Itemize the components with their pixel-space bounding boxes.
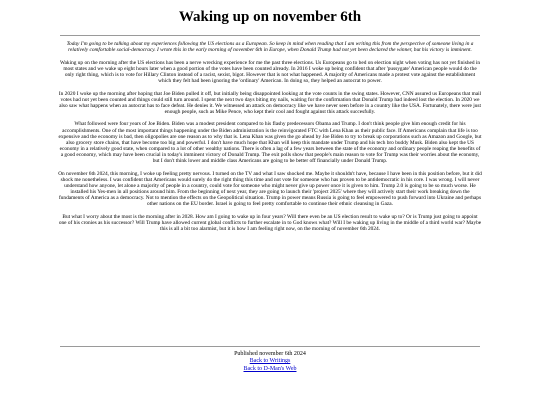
- article-paragraph-2: In 2020 I woke up the morning after hoping that Joe Biden pulled it off, but initially being disappointed looking at the vote counts in the swing states. However, CNN assured us Europeans that mail votes had not yet been counted and things could still turn around. I spent the next two days biting my nails, waiting for the confirmation that Donald Trump had indeed lost the election. In 2020 we also saw what happens when an autocrat has to face defeat. He denies it. We witnessed an attack on democracy like we have never seen before in a country like the USA. Fortunately, there were just enough people, such as Mike Pence, who kept their cool and fought against this attack succesfully.: [58, 90, 482, 115]
- back-to-writings-link[interactable]: Back to Writings: [249, 358, 291, 365]
- article-paragraph-4: On november 6th 2024, this morning, I woke up feeling pretty nervous. I turned on the TV and what I saw shocked me. Maybe it shouldn't have, because I have been in this position before, but it did shock me nonetheless. I was confident that Americans would surely do the right thing this time and not vote for someone who has proven to be antidemocratic in his core. I was wrong. I will never understand how anyone, let alone a majority of people in a country, could vote for someone who might never give up power once it is given to him. Trump 2.0 is going to be so much worse. He installed his Yes-men in all positions around him. From the beginning of next year, they are going to launch their 'project 2025' where they will actively start their work breaking down the fundaments of America as a democracy. Not to mention the effects on the Geopolitical situation. Trump in power means Russia is going to feel empowered to push forward into Ukraine and perhaps other nations on the EU border. Israel is going to feel pretty comfortable to continue their ethnic cleansing in Gaza.: [58, 170, 482, 208]
- footer: [0, 351, 540, 373]
- page-title: Waking up on november 6th: [178, 9, 362, 25]
- top-divider: [60, 35, 480, 36]
- published-date: Published november 6th 2024: [234, 351, 306, 357]
- bottom-divider: [60, 346, 480, 347]
- article-paragraph-3: What followed were four years of Joe Biden. Biden was a modest president compared to his flashy predecessors Obama and Trump. I don't think people give him enough credit for his accomplishments. One of the most important things happening under the Biden administration is the reinvigorated FTC with Lena Khan as their public face. If Americans complain that life is too expensive and the economy is bad, then oligopolies are one reason as to why that is. Lena Khan was given the go ahead by Joe Biden to try to break up corporations such as Amazon and Google, but also grocery store chains, that have become too big and powerful. I don't have much hope that Khan will keep this mandate under Trump and his tech bro buddy Musk. Biden also kept the US economy in a relatively good state, when compared to a lot of other wealthy nations. There is often a lag of a few years between the state of the economy and ordinary people reaping the benefits of a good economy, which may have been crucial in today's imminent victory of Donald Trump. The exit polls show that people's main reason to vote for Trump was their worries about the economy, but I don't think lower and middle class Americans are going to be better off financially under Donald Trump.: [58, 121, 482, 164]
- article-paragraph-1: Waking up on the morning after the US elections has been a nerve wrecking experience for me the past three elections. Us Europeans go to bed on election night when voting has not yet finished in most states and we wake up eight hours later when a good portion of the votes have been counted already. In 2016 I woke up being confident that after 'pussygate' American people would do the only right thing, which is to vote for Hillary Clinton instead of a racist, sexist, bigot. However that is not what happened. A majority of Americans made a protest vote against the establishment which they felt had been ignoring the 'ordinary' American. In doing so, they helped an autocrat to power.: [59, 59, 481, 84]
- intro-paragraph: Today I'm going to be talking about my experiences following the US elections as a European. So keep in mind when reading that I am writing this from the perspective of someone living in a relatively comfortable social-democracy. I wrote this in the early morning of november 6th in Europe, when Donald Trump had not yet been declared the winner, but his victory is imminent.: [66, 41, 474, 54]
- back-to-home-link[interactable]: Back to D-Man's Web: [243, 365, 297, 372]
- article-body: [58, 41, 482, 238]
- article-paragraph-5: But what I worry about the most is the morning after in 2028. How am I going to wake up in four years? Will there even be an US election result to wake up to? Or is Trump just going to appoint one of his cronies as his successor? Will Trump have allowed current global conflicts to further escalate in to God knows what? Will I be waking up living in the middle of a third world war? Maybe this is all a bit too alarmist, but it is how I am feeling right now, on the morning of november 6th 2024.: [58, 213, 482, 232]
